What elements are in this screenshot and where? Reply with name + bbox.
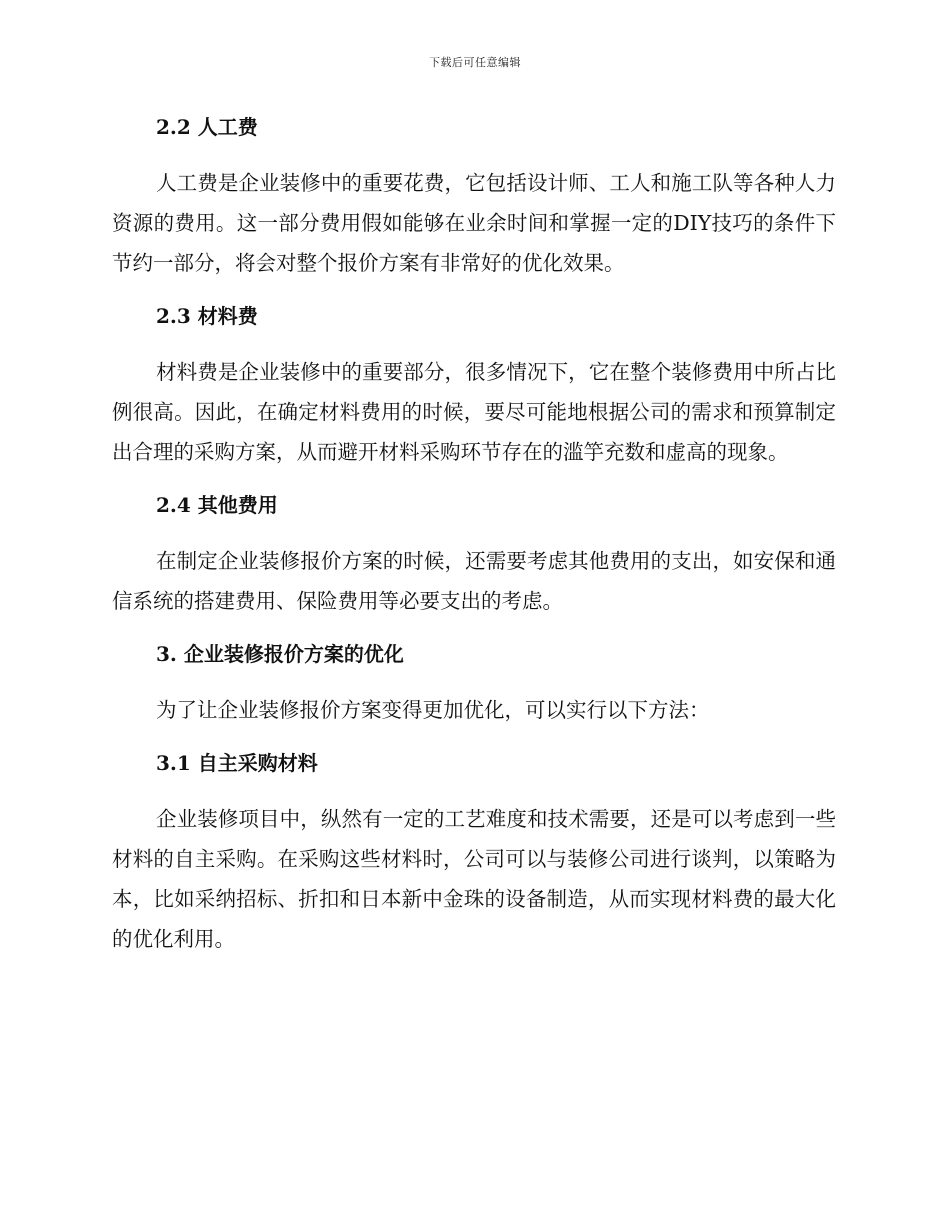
section-3 — [112, 635, 836, 744]
document-body — [112, 108, 836, 959]
section-paragraph: 人工费是企业装修中的重要花费，它包括设计师、工人和施工队等各种人力资源的费用。这一部分费用假如能够在业余时间和掌握一定的DIY技巧的条件下节约一部分，将会对整个报价方案有非常好的优化效果。 — [112, 171, 836, 275]
section-heading: 2.2 人工费 — [156, 115, 258, 139]
section-paragraph: 材料费是企业装修中的重要部分，很多情况下，它在整个装修费用中所占比例很高。因此，在确定材料费用的时候，要尽可能地根据公司的需求和预算制定出合理的采购方案，从而避开材料采购环节存在的滥竽充数和虚高的现象。 — [112, 360, 836, 464]
section-heading: 2.3 材料费 — [156, 304, 258, 328]
section-heading: 2.4 其他费用 — [156, 493, 278, 517]
section-paragraph: 企业装修项目中，纵然有一定的工艺难度和技术需要，还是可以考虑到一些材料的自主采购。在采购这些材料时，公司可以与装修公司进行谈判，以策略为本，比如采纳招标、折扣和日本新中金珠的设备制造，从而实现材料费的最大化的优化利用。 — [112, 807, 836, 951]
page-header: 下载后可任意编辑 — [429, 56, 521, 69]
section-heading: 3. 企业装修报价方案的优化 — [156, 642, 404, 666]
section-paragraph: 在制定企业装修报价方案的时候，还需要考虑其他费用的支出，如安保和通信系统的搭建费用、保险费用等必要支出的考虑。 — [112, 549, 836, 613]
section-2-2 — [112, 108, 836, 297]
section-2-3 — [112, 297, 836, 486]
section-paragraph: 为了让企业装修报价方案变得更加优化，可以实行以下方法： — [156, 698, 710, 722]
section-heading: 3.1 自主采购材料 — [156, 751, 318, 775]
section-2-4 — [112, 486, 836, 635]
section-3-1 — [112, 744, 836, 959]
